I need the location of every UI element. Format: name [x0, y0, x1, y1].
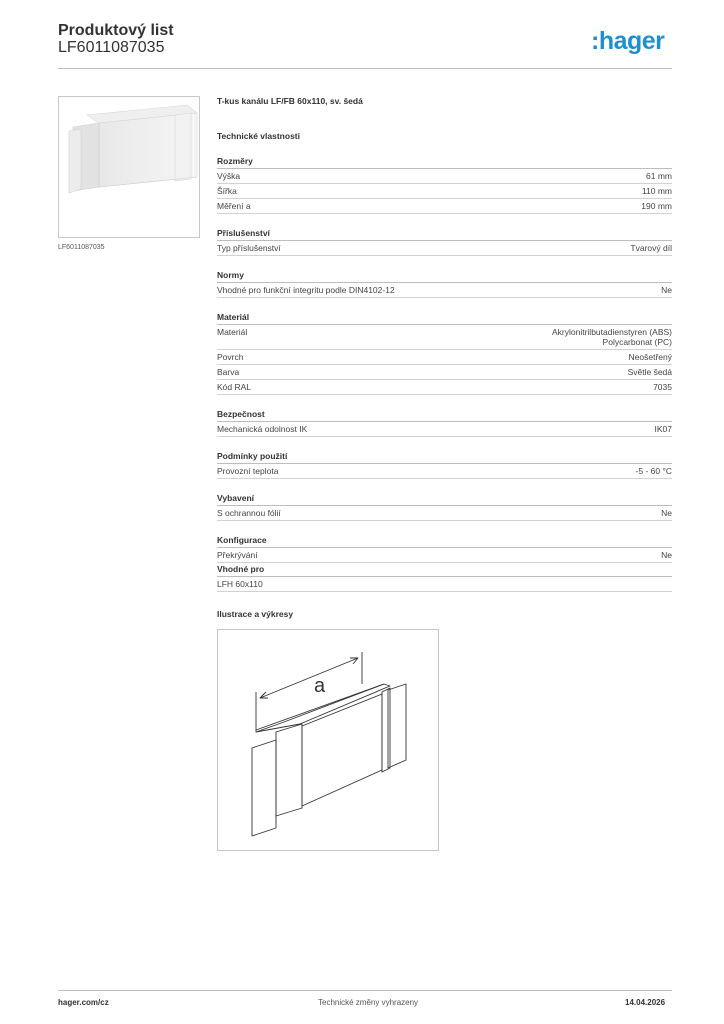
spec-value-line: Akrylonitrilbutadienstyren (ABS) — [552, 327, 672, 337]
spec-label: Měření a — [217, 201, 251, 211]
spec-row — [217, 199, 672, 214]
spec-row — [217, 464, 672, 479]
spec-row — [217, 422, 672, 437]
page-title: Produktový list — [58, 22, 174, 39]
spec-row — [217, 506, 672, 521]
technical-properties-heading: Technické vlastnosti — [217, 131, 300, 141]
product-image — [58, 96, 200, 238]
suitable-for-item: LFH 60x110 — [217, 577, 672, 592]
spec-label: Materiál — [217, 327, 248, 337]
spec-group — [217, 268, 672, 298]
spec-group-title: Příslušenství — [217, 226, 672, 241]
spec-label: S ochrannou fólií — [217, 508, 281, 518]
spec-value: Světle šedá — [627, 367, 672, 377]
spec-value — [552, 327, 672, 347]
spec-row — [217, 365, 672, 380]
spec-value: 190 mm — [641, 201, 672, 211]
spec-value: -5 - 60 °C — [635, 466, 672, 476]
spec-group — [217, 226, 672, 256]
header-divider — [58, 68, 672, 69]
tee-drawing-icon — [218, 630, 438, 850]
spec-value: 61 mm — [646, 171, 672, 181]
spec-table — [217, 154, 672, 563]
spec-group-title: Rozměry — [217, 154, 672, 169]
spec-label: Barva — [217, 367, 240, 377]
spec-group-title: Materiál — [217, 310, 672, 325]
spec-group — [217, 491, 672, 521]
spec-value: IK07 — [654, 424, 672, 434]
spec-group-title: Normy — [217, 268, 672, 283]
footer-website-link[interactable]: hager.com/cz — [58, 998, 109, 1007]
footer-divider — [58, 990, 672, 991]
spec-value: 110 mm — [641, 186, 672, 196]
spec-value: Ne — [661, 550, 672, 560]
spec-value: Ne — [661, 285, 672, 295]
footer-disclaimer: Technické změny vyhrazeny — [318, 998, 419, 1007]
spec-group — [217, 449, 672, 479]
spec-row — [217, 325, 672, 350]
spec-value-line: Polycarbonat (PC) — [602, 337, 672, 347]
spec-label: Překrývání — [217, 550, 258, 560]
spec-label: Šířka — [217, 186, 237, 196]
image-caption: LF6011087035 — [58, 244, 105, 251]
spec-row — [217, 169, 672, 184]
spec-group — [217, 407, 672, 437]
product-photo-icon — [59, 97, 199, 237]
spec-row — [217, 283, 672, 298]
spec-row — [217, 548, 672, 563]
spec-group-title: Vybavení — [217, 491, 672, 506]
suitable-for-heading: Vhodné pro — [217, 562, 672, 577]
spec-group — [217, 154, 672, 214]
spec-label: Vhodné pro funkční integritu podle DIN4102-12 — [217, 285, 395, 295]
spec-label: Mechanická odolnost IK — [217, 424, 308, 434]
dimension-label: a — [314, 675, 326, 697]
spec-row — [217, 350, 672, 365]
spec-group — [217, 533, 672, 563]
spec-value: 7035 — [653, 382, 672, 392]
hager-logo: :hager — [591, 27, 665, 55]
product-name: T-kus kanálu LF/FB 60x110, sv. šedá — [217, 96, 363, 106]
spec-row — [217, 241, 672, 256]
footer-date: 14.04.2026 — [625, 998, 666, 1007]
spec-value: Tvarový díl — [630, 243, 672, 253]
spec-label: Kód RAL — [217, 382, 252, 392]
spec-group-title: Podmínky použití — [217, 449, 672, 464]
spec-group-title: Bezpečnost — [217, 407, 672, 422]
spec-group-title: Konfigurace — [217, 533, 672, 548]
spec-row — [217, 184, 672, 199]
spec-label: Výška — [217, 171, 241, 181]
product-code: LF6011087035 — [58, 39, 165, 56]
spec-value: Ne — [661, 508, 672, 518]
spec-label: Provozní teplota — [217, 466, 279, 476]
technical-drawing — [217, 629, 439, 851]
illustrations-heading: Ilustrace a výkresy — [217, 609, 294, 619]
spec-group — [217, 310, 672, 395]
spec-row — [217, 380, 672, 395]
spec-label: Povrch — [217, 352, 244, 362]
spec-label: Typ příslušenství — [217, 243, 281, 253]
spec-value: Neošetřený — [628, 352, 672, 362]
